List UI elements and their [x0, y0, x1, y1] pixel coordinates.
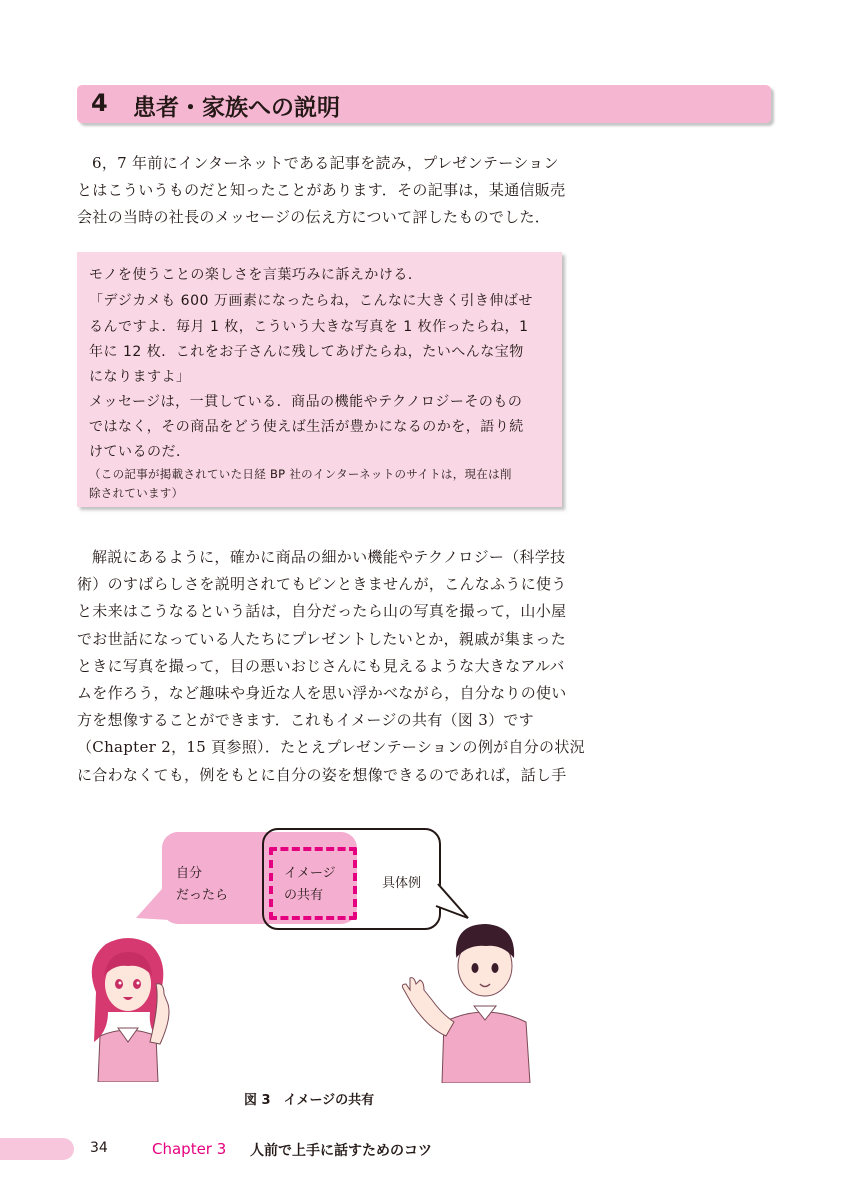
quote-line: ではなく，その商品をどう使えば生活が豊かになるのかを，語り続 [89, 419, 524, 435]
quote-line: けているのだ． [89, 444, 191, 460]
body-line: （Chapter 2，15 頁参照）．たとえプレゼンテーションの例が自分の状況 [77, 738, 585, 757]
figure-caption: 図 3 イメージの共有 [244, 1093, 375, 1108]
quote-line: 「デジカメも 600 万画素になったらね，こんなに大きく引き伸ばせ [89, 293, 533, 309]
section-number: 4 [91, 89, 108, 117]
footer-tab-bar [0, 1138, 74, 1160]
body-line: 解説にあるように，確かに商品の細かい機能やテクノロジー（科学技 [92, 548, 566, 566]
figure-image-sharing [0, 820, 850, 1120]
body-paragraph [77, 544, 585, 789]
body-line: ムを作ろう，など趣味や身近な人を思い浮かべながら，自分なりの使い [77, 683, 567, 702]
body-line: 術）のすばらしさを説明されてもピンときませんが，こんなふうに使う [77, 575, 567, 594]
girl-illustration [78, 932, 178, 1082]
center-line: イメージ [284, 866, 336, 881]
intro-line: 6，7 年前にインターネットである記事を読み，プレゼンテーション [92, 154, 559, 172]
bubble-left-line: 自分 [176, 866, 203, 881]
quote-box [77, 252, 562, 507]
quote-line: になりますよ」 [89, 369, 191, 385]
quote-line: モノを使うことの楽しさを言葉巧みに訴えかける． [89, 267, 423, 283]
body-line: に合わなくても，例をもとに自分の姿を想像できるのであれば，話し手 [77, 765, 567, 784]
quote-note-line: （この記事が掲載されていた日経 BP 社のインターネットのサイトは，現在は削 [89, 467, 512, 481]
body-line: と未来はこうなるという話は，自分だったら山の写真を撮って，山小屋 [77, 602, 567, 621]
intro-paragraph [77, 150, 566, 232]
quote-line: 年に 12 枚．これをお子さんに残してあげたらね，たいへんな宝物 [89, 344, 524, 360]
quote-note-line: 除されています） [89, 486, 184, 500]
body-line: でお世話になっている人たちにプレゼントしたいとか，親戚が集まった [77, 629, 567, 648]
footer-chapter-title: 人前で上手に話すためのコツ [250, 1143, 432, 1159]
center-line: の共有 [284, 888, 324, 903]
body-line: 方を想像することができます．これもイメージの共有（図 3）です [77, 711, 534, 730]
intro-line: 会社の当時の社長のメッセージの伝え方について評したものでした． [77, 208, 551, 227]
bubble-right-text: 具体例 [382, 876, 422, 891]
quote-line: るんですよ．毎月 1 枚，こういう大きな写真を 1 枚作ったらね，1 [89, 319, 529, 335]
quote-line: メッセージは，一貫している．商品の機能やテクノロジーそのもの [89, 394, 523, 410]
bubble-left-line: だったら [176, 888, 229, 903]
footer-chapter: Chapter 3 [152, 1140, 227, 1158]
page-number: 34 [90, 1140, 108, 1156]
intro-line: とはこういうものだと知ったことがあります．その記事は，某通信販売 [77, 181, 566, 200]
section-title: 患者・家族への説明 [133, 95, 340, 121]
body-line: ときに写真を撮って，目の悪いおじさんにも見えるような大きなアルバ [77, 656, 565, 675]
section-heading [77, 85, 771, 123]
boy-illustration [398, 918, 538, 1083]
